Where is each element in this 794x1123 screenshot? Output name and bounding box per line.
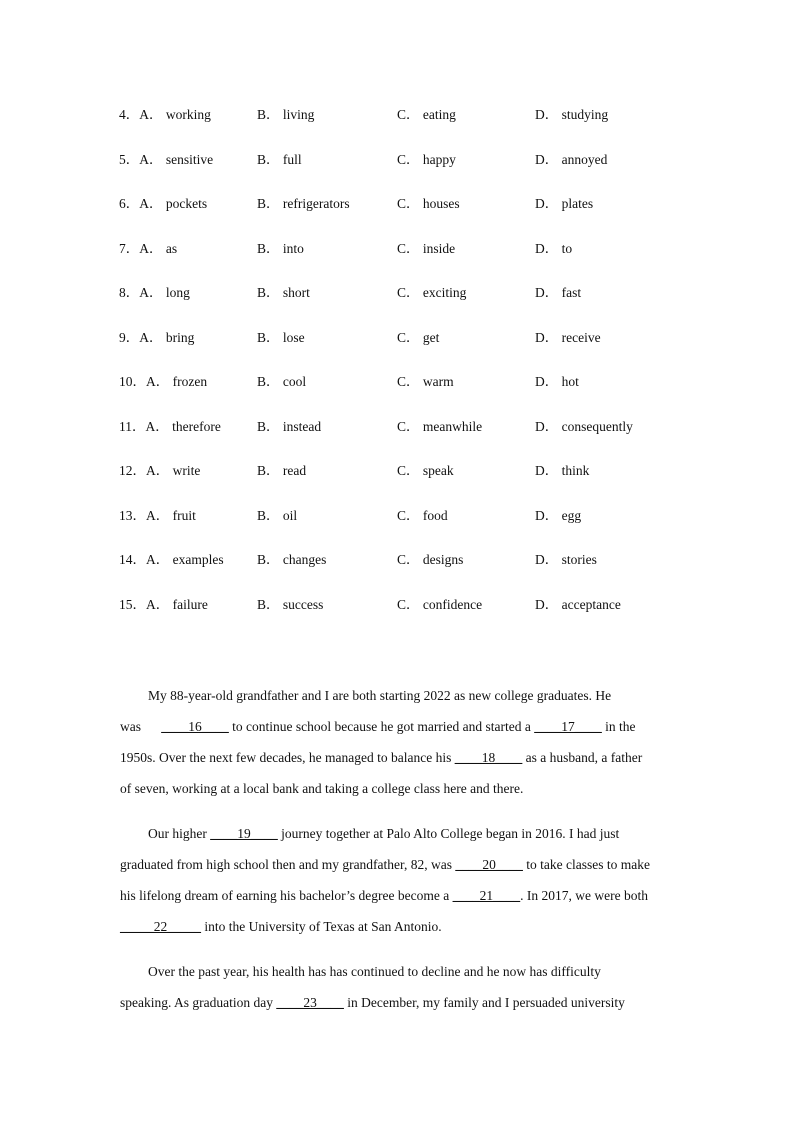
option-a (119, 281, 190, 301)
option-c-text: food (422, 507, 448, 523)
passage (120, 680, 680, 1032)
option-a (119, 237, 177, 257)
option-d-text: consequently (561, 418, 633, 434)
paragraph-3 (120, 956, 680, 1018)
question-row (119, 103, 679, 148)
question-row (119, 281, 679, 326)
option-b-text: read (282, 463, 307, 478)
question-row (119, 370, 679, 415)
option-b (257, 148, 302, 168)
option-a (119, 326, 194, 346)
text-line: graduated from high school then and my grandfather, 82, was ____20____ to take classes to make (120, 857, 650, 872)
option-a (119, 593, 208, 613)
option-d (535, 370, 579, 390)
option-b-text: short (282, 285, 310, 300)
option-c (397, 103, 456, 123)
option-b-label: B． (257, 596, 280, 612)
question-row (119, 237, 679, 282)
question-row (119, 548, 679, 593)
option-c (397, 326, 439, 346)
option-a-text: sensitive (165, 151, 214, 167)
option-b-label: B． (257, 463, 280, 478)
option-a (119, 459, 200, 479)
option-d-text: egg (561, 507, 582, 523)
option-a-text: write (172, 463, 201, 478)
option-b-label: B． (257, 374, 280, 389)
option-c-label: C． (397, 374, 420, 389)
option-c-text: warm (422, 374, 454, 389)
option-b (257, 237, 304, 257)
option-c-text: exciting (422, 285, 467, 300)
option-a-label: 10．A． (119, 374, 170, 389)
option-c-text: meanwhile (422, 418, 483, 434)
blank-19: ____19____ (210, 826, 278, 841)
option-a (119, 103, 211, 123)
option-c-label: C． (397, 285, 420, 300)
blank-17: ____17____ (534, 719, 602, 734)
option-d-text: fast (561, 285, 582, 300)
option-c-label: C． (397, 151, 420, 167)
option-c (397, 415, 482, 435)
text-line: of seven, working at a local bank and taking a college class here and there. (120, 781, 524, 796)
blank-18: ____18____ (454, 750, 523, 765)
option-c-label: C． (397, 418, 420, 434)
option-b-text: instead (282, 418, 322, 434)
option-c (397, 192, 460, 212)
option-a-label: 6．A． (119, 196, 163, 211)
option-a-label: 12．A． (119, 463, 170, 478)
option-a-label: 15．A． (119, 596, 170, 612)
option-c-label: C． (397, 329, 420, 345)
option-b-text: full (282, 151, 302, 167)
option-b (257, 415, 321, 435)
question-row (119, 326, 679, 371)
option-d-text: think (561, 463, 590, 478)
option-b-label: B． (257, 196, 280, 211)
option-a-label: 5．A． (119, 151, 163, 167)
option-b (257, 192, 350, 212)
text-line: was ____16____ to continue school because he got married and started a ____17____ in the (120, 719, 636, 734)
option-b-label: B． (257, 329, 280, 345)
text-line: speaking. As graduation day ____23____ in December, my family and I persuaded university (120, 995, 625, 1010)
option-c-text: get (422, 329, 440, 345)
option-d (535, 148, 607, 168)
option-d (535, 281, 581, 301)
option-d (535, 103, 608, 123)
option-d-label: D． (535, 418, 559, 434)
option-b-label: B． (257, 151, 280, 167)
option-b (257, 593, 323, 613)
option-c-text: designs (422, 552, 464, 567)
option-b-text: into (282, 240, 304, 256)
option-a-label: 4．A． (119, 107, 163, 122)
option-d-label: D． (535, 507, 559, 523)
option-d-label: D． (535, 374, 559, 389)
paragraph-2 (120, 818, 680, 942)
option-d-label: D． (535, 285, 559, 300)
option-d-label: D． (535, 151, 559, 167)
option-a-text: fruit (172, 507, 196, 523)
option-d (535, 548, 597, 568)
blank-22: _____22_____ (120, 919, 201, 934)
question-row (119, 415, 679, 460)
option-c (397, 148, 456, 168)
option-c-label: C． (397, 596, 420, 612)
blank-23: ____23____ (276, 995, 344, 1010)
blank-21: ____21____ (452, 888, 521, 903)
option-a-label: 7．A． (119, 240, 163, 256)
option-c (397, 237, 455, 257)
blank-16: ____16____ (161, 719, 229, 734)
option-b-text: lose (282, 329, 305, 345)
option-a-label: 11．A． (119, 418, 169, 434)
option-d-text: to (561, 240, 573, 256)
answer-options (119, 103, 679, 637)
option-a-text: working (165, 107, 211, 122)
option-c-text: eating (422, 107, 456, 122)
option-d-label: D． (535, 240, 559, 256)
option-c-label: C． (397, 463, 420, 478)
option-c-text: confidence (422, 596, 483, 612)
option-c (397, 593, 482, 613)
option-b-text: success (282, 596, 324, 612)
option-c (397, 459, 454, 479)
option-b-label: B． (257, 552, 280, 567)
option-d-label: D． (535, 552, 559, 567)
text-line: Over the past year, his health has has continued to decline and he now has difficulty (148, 964, 601, 979)
paragraph-1 (120, 680, 680, 804)
option-b (257, 459, 306, 479)
option-b (257, 103, 314, 123)
question-row (119, 504, 679, 549)
text-line: Our higher ____19____ journey together at Palo Alto College began in 2016. I had just (148, 826, 620, 841)
option-b (257, 281, 310, 301)
option-a-label: 8．A． (119, 285, 163, 300)
option-b-label: B． (257, 240, 280, 256)
option-c (397, 504, 448, 524)
option-a-text: long (165, 285, 190, 300)
option-d (535, 326, 601, 346)
option-b (257, 370, 306, 390)
option-d (535, 459, 589, 479)
option-d-label: D． (535, 463, 559, 478)
option-d-label: D． (535, 107, 559, 122)
option-c-text: speak (422, 463, 454, 478)
option-b-label: B． (257, 418, 280, 434)
option-d-text: hot (561, 374, 579, 389)
option-a (119, 370, 207, 390)
option-a-label: 14．A． (119, 552, 170, 567)
option-c-text: inside (422, 240, 456, 256)
option-b-text: cool (282, 374, 307, 389)
option-d-text: receive (561, 329, 601, 345)
blank-20: ____20____ (455, 857, 523, 872)
option-b (257, 548, 326, 568)
option-d (535, 192, 593, 212)
question-row (119, 192, 679, 237)
option-c-label: C． (397, 107, 420, 122)
option-b-text: living (282, 107, 315, 122)
option-a-text: failure (172, 596, 208, 612)
option-d-text: stories (561, 552, 597, 567)
text-line: his lifelong dream of earning his bachelor’s degree become a ____21____. In 2017, we were both (120, 888, 648, 903)
option-a-text: pockets (165, 196, 208, 211)
option-a-label: 9．A． (119, 329, 163, 345)
option-b-text: oil (282, 507, 298, 523)
option-b-label: B． (257, 285, 280, 300)
option-b-label: B． (257, 107, 280, 122)
option-a (119, 415, 221, 435)
text-line: 1950s. Over the next few decades, he managed to balance his ____18____ as a husband, a father (120, 750, 643, 765)
question-row (119, 148, 679, 193)
option-b-text: changes (282, 552, 327, 567)
option-d (535, 237, 572, 257)
option-a-text: as (165, 240, 178, 256)
option-a (119, 192, 207, 212)
text-line: _____22_____ into the University of Texas at San Antonio. (120, 919, 442, 934)
option-c-text: houses (422, 196, 460, 211)
option-d-text: acceptance (561, 596, 621, 612)
option-c-label: C． (397, 240, 420, 256)
option-a-label: 13．A． (119, 507, 170, 523)
option-a (119, 504, 196, 524)
option-b (257, 326, 305, 346)
option-b (257, 504, 297, 524)
option-a-text: therefore (172, 418, 221, 434)
option-a-text: frozen (172, 374, 208, 389)
option-b-label: B． (257, 507, 280, 523)
option-c (397, 370, 454, 390)
option-b-text: refrigerators (282, 196, 350, 211)
question-row (119, 459, 679, 504)
option-d (535, 415, 633, 435)
option-a (119, 148, 213, 168)
option-d-label: D． (535, 329, 559, 345)
option-c (397, 548, 463, 568)
option-a-text: examples (172, 552, 224, 567)
option-d-text: annoyed (561, 151, 608, 167)
option-c-text: happy (422, 151, 456, 167)
option-c-label: C． (397, 507, 420, 523)
text-line: My 88-year-old grandfather and I are both starting 2022 as new college graduates. He (148, 688, 612, 703)
option-d-text: plates (561, 196, 594, 211)
option-c-label: C． (397, 552, 420, 567)
option-a-text: bring (165, 329, 195, 345)
option-d-label: D． (535, 196, 559, 211)
option-a (119, 548, 224, 568)
option-d (535, 504, 581, 524)
option-d-label: D． (535, 596, 559, 612)
option-d-text: studying (561, 107, 609, 122)
option-c (397, 281, 466, 301)
option-c-label: C． (397, 196, 420, 211)
option-d (535, 593, 621, 613)
question-row (119, 593, 679, 638)
